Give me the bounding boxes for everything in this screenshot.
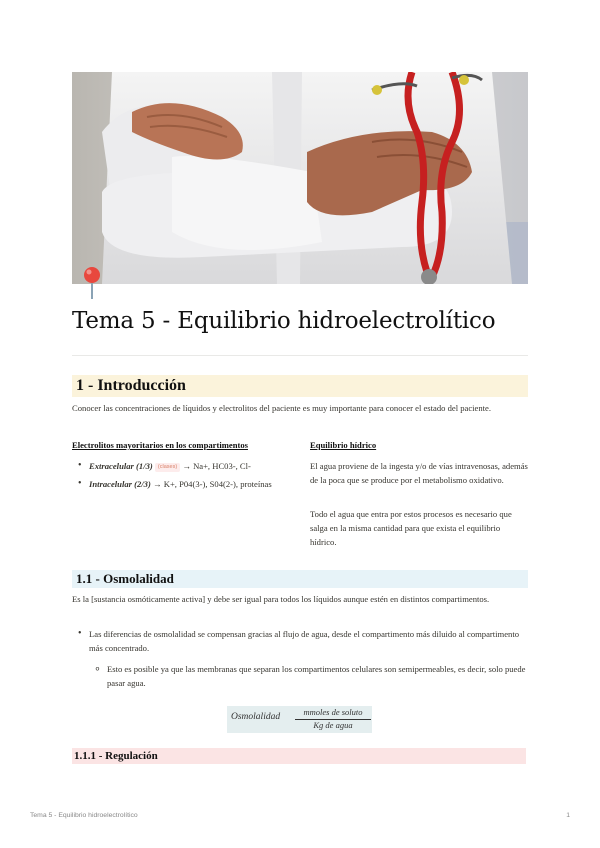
equilibrio-p2: Todo el agua que entra por estos procesos es necesario que salga en la misma cantidad para que exista el equilibrio hídrico. xyxy=(310,509,512,548)
round-pushpin-icon xyxy=(82,266,102,300)
formula-lhs: Osmolalidad xyxy=(231,712,281,722)
item-text: Las diferencias de osmolalidad se compensan gracias al flujo de agua, desde el compartimento más diluido al compartimento más concentrado. xyxy=(89,629,520,654)
item-text: → Na+, HC03-, Cl- xyxy=(182,461,251,471)
equilibrio-heading: Equilibrio hídrico xyxy=(310,440,377,450)
heading-introduccion: 1 - Introducción xyxy=(72,375,528,397)
item-label: Intracelular (2/3) xyxy=(89,479,151,490)
item-text: → K+, P04(3-), S04(2-), proteínas xyxy=(153,479,272,490)
intro-paragraph: Conocer las concentraciones de líquidos y electrolitos del paciente es muy importante para conocer el estado del paciente. xyxy=(72,403,492,413)
list-item xyxy=(72,627,528,655)
electrolitos-list xyxy=(72,459,288,495)
title-divider xyxy=(72,355,528,356)
clases-tag: (clases) xyxy=(155,463,180,472)
osmolalidad-list xyxy=(72,627,528,659)
heading-regulacion: 1.1.1 - Regulación xyxy=(72,748,526,764)
footer-title: Tema 5 - Equilibrio hidroelectrolítico xyxy=(30,812,138,819)
formula-denominator: Kg de agua xyxy=(313,720,353,730)
heading-osmolalidad: 1.1 - Osmolalidad xyxy=(72,570,528,588)
page-title: Tema 5 - Equilibrio hidroelectrolítico xyxy=(72,308,496,334)
item-label: Extracelular (1/3) xyxy=(89,461,153,471)
list-item xyxy=(90,662,528,690)
cover-image xyxy=(72,72,528,284)
item-text: Esto es posible ya que las membranas que separan los compartimentos celulares son semipermeables, es decir, solo puede pasar agua. xyxy=(107,664,526,689)
osmolalidad-sublist xyxy=(90,662,528,694)
osmolalidad-formula xyxy=(227,706,372,733)
list-item xyxy=(72,459,288,473)
equilibrio-p1: El agua proviene de la ingesta y/o de vías intravenosas, además de la poca que se produce por el metabolismo oxidativo. xyxy=(310,461,528,486)
electrolitos-heading: Electrolitos mayoritarios en los compartimentos xyxy=(72,440,248,450)
formula-numerator: mmoles de soluto xyxy=(303,707,363,717)
page-number: 1 xyxy=(566,812,570,819)
osmolalidad-paragraph: Es la [sustancia osmóticamente activa] y debe ser igual para todos los líquidos aunque estén en distintos compartimentos. xyxy=(72,594,490,604)
list-item xyxy=(72,477,288,491)
